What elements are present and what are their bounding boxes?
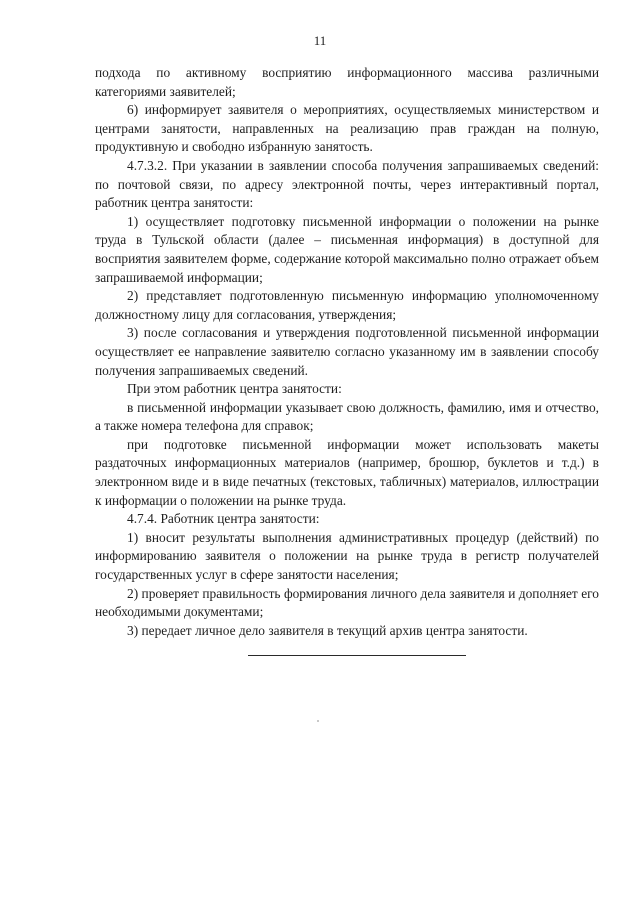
paragraph: 4.7.3.2. При указании в заявлении способа получения запрашиваемых сведений: по почтовой связи, по адресу электронной почты, через интерактивный портал, работник центра занятости: xyxy=(95,157,599,211)
paragraph: 3) после согласования и утверждения подготовленной письменной информации осуществляет ее направление заявителю согласно указанному им в заявлении способу получения запрашиваемых сведений. xyxy=(95,325,599,378)
paragraph: 1) осуществляет подготовку письменной информации о положении на рынке труда в Тульской области (далее – письменная информация) в доступной для восприятия заявителем форме, содержание которой максимально полно отражает объем запрашиваемой информации; xyxy=(95,213,599,285)
paragraph: 3) передает личное дело заявителя в текущий архив центра занятости. xyxy=(127,622,528,638)
paragraph: 2) проверяет правильность формирования личного дела заявителя и дополняет его необходимыми документами; xyxy=(95,585,599,620)
body-text xyxy=(95,64,599,640)
paragraph: подхода по активному восприятию информационного массива различными категориями заявителей; xyxy=(95,65,599,99)
paragraph: в письменной информации указывает свою должность, фамилию, имя и отчество, а также номера телефона для справок; xyxy=(95,399,599,434)
paragraph: при подготовке письменной информации может использовать макеты раздаточных информационных материалов (например, брошюр, буклетов и т.д.) в электронном виде и в виде печатных (текстовых, табличных) материалов, иллюстрации к информации о положении на рынке труда. xyxy=(95,436,599,508)
scan-speck xyxy=(317,720,319,722)
paragraph: 6) информирует заявителя о мероприятиях, осуществляемых министерством и центрами занятости, направленных на реализацию прав граждан на полную, продуктивную и свободно избранную занятость. xyxy=(95,102,599,155)
paragraph: 2) представляет подготовленную письменную информацию уполномоченному должностному лицу для согласования, утверждения; xyxy=(95,288,599,322)
paragraph: 4.7.4. Работник центра занятости: xyxy=(127,511,320,527)
end-separator-line xyxy=(248,655,466,656)
paragraph: При этом работник центра занятости: xyxy=(127,381,342,397)
paragraph: 1) вносит результаты выполнения административных процедур (действий) по информированию заявителя о положении на рынке труда в регистр получателей государственных услуг в сфере занятости населения; xyxy=(95,529,599,583)
page-number: 11 xyxy=(313,33,327,48)
